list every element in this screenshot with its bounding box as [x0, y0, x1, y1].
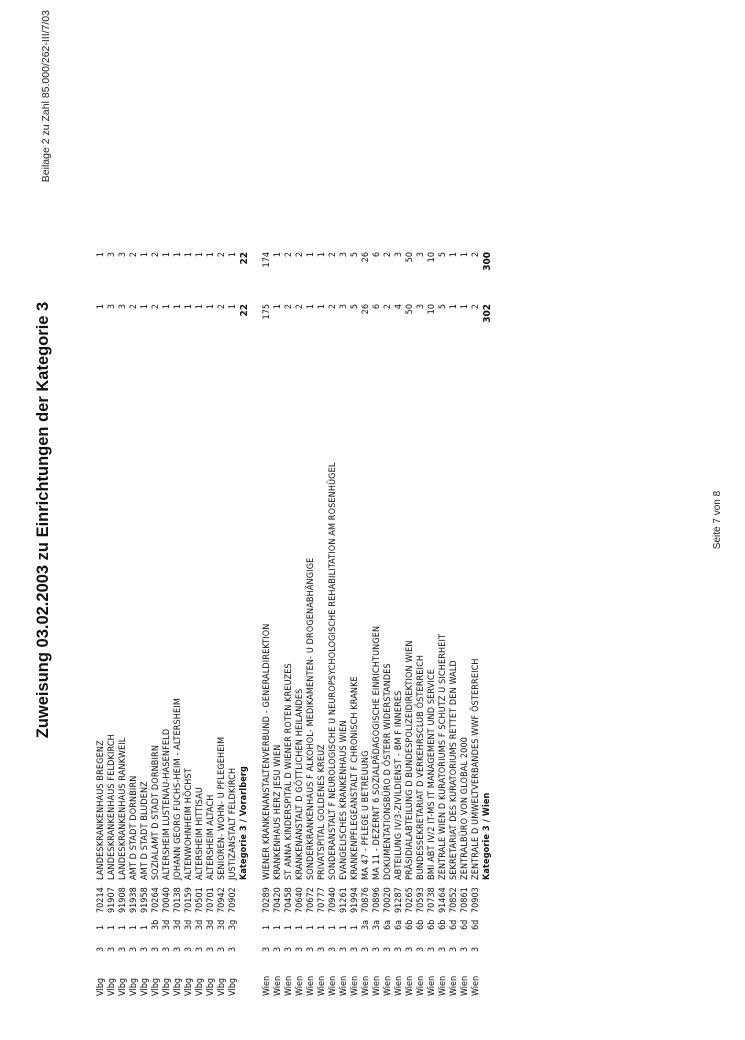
code-cell: 70020 [383, 887, 393, 913]
land-cell: Wien [350, 975, 360, 996]
subcategory-cell: 3d [206, 919, 216, 930]
land-cell: Wien [449, 975, 459, 996]
category-cell: 3 [306, 946, 316, 952]
subcategory-cell: 3d [184, 919, 194, 930]
table-row [195, 0, 206, 1040]
code-cell: 70501 [195, 887, 205, 913]
code-cell: 70896 [372, 887, 382, 913]
category-cell: 3 [206, 946, 216, 952]
subcategory-cell: 6b [438, 919, 448, 930]
count-a-cell: 2 [295, 304, 305, 310]
institution-name-cell: SENIOREN- WOHN- U PFLEGEHEIM [217, 736, 227, 880]
institution-name-cell: ALTENWOHNHEIM HÖCHST [184, 768, 194, 880]
institution-name-cell: SEKRETARIAT DES KURATORIUMS RETTET DEN WALD [449, 660, 459, 880]
subcategory-cell: 3b [151, 919, 161, 930]
code-cell: 70159 [184, 887, 194, 913]
subcategory-cell: 1 [262, 924, 272, 930]
table-row [262, 0, 273, 1040]
code-cell: 70289 [262, 887, 272, 913]
code-cell: 70640 [295, 887, 305, 913]
count-a-cell: 2 [383, 304, 393, 310]
subcategory-cell: 1 [107, 924, 117, 930]
institution-name-cell: MA 11 - DEZERNT 6 SOZIALPÄDAGOGISCHE EINRICHTUNGEN [372, 625, 382, 880]
count-b-cell: 3 [394, 252, 404, 258]
attachment-reference: Beilage 2 zu Zahl 85.000/262-III/7/03 [40, 10, 52, 183]
institution-name-cell: ST ANNA KINDERSPITAL D WIENER ROTEN KREUZES [284, 663, 294, 880]
table-row [427, 0, 438, 1040]
total-a: 302 [482, 304, 493, 323]
table-row [471, 0, 482, 1040]
subcategory-cell: 3d [173, 919, 183, 930]
page-title: Zuweisung 03.02.2003 zu Einrichtungen der Kategorie 3 [34, 301, 52, 739]
count-b-cell: 2 [295, 252, 305, 258]
table-row [328, 0, 339, 1040]
count-a-cell: 26 [361, 304, 371, 315]
subcategory-cell: 3d [217, 919, 227, 930]
subcategory-cell: 3d [162, 919, 172, 930]
table-row [107, 0, 118, 1040]
count-b-cell: 1 [184, 252, 194, 258]
section-wien [262, 0, 493, 1040]
total-b: 22 [239, 252, 250, 265]
count-a-cell: 1 [206, 304, 216, 310]
count-a-cell: 2 [151, 304, 161, 310]
institution-name-cell: LANDESKRANKENHAUS BREGENZ [96, 740, 106, 880]
institution-name-cell: ZENTRALE WIEN D KURATORIUMS F SCHUTZ U SICHERHEIT [438, 633, 448, 880]
table-row [306, 0, 317, 1040]
total-b: 300 [482, 252, 493, 271]
code-cell: 70861 [460, 887, 470, 913]
count-b-cell: 5 [438, 252, 448, 258]
code-cell: 70420 [273, 887, 283, 913]
institution-name-cell: ZENTRALE D UMWELTVERBANDES WWF ÖSTERREICH [471, 658, 481, 880]
count-a-cell: 1 [317, 304, 327, 310]
subcategory-cell: 1 [96, 924, 106, 930]
subcategory-cell: 6a [383, 919, 393, 930]
count-a-cell: 3 [416, 304, 426, 310]
count-b-cell: 2 [284, 252, 294, 258]
land-cell: Wien [427, 975, 437, 996]
count-a-cell: 3 [339, 304, 349, 310]
code-cell: 70214 [96, 887, 106, 913]
table-row [394, 0, 405, 1040]
code-cell: 91261 [339, 887, 349, 913]
total-a: 22 [239, 304, 250, 317]
count-a-cell: 2 [129, 304, 139, 310]
table-row [383, 0, 394, 1040]
category-cell: 3 [129, 946, 139, 952]
institution-name-cell: ALTERSHEIM HITTISAU [195, 787, 205, 880]
institution-name-cell: ALTERSHEIM LUSTENAU-HASENFELD [162, 728, 172, 880]
count-a-cell: 1 [173, 304, 183, 310]
count-b-cell: 2 [383, 252, 393, 258]
land-cell: Wien [460, 975, 470, 996]
count-a-cell: 1 [96, 304, 106, 310]
count-b-cell: 3 [339, 252, 349, 258]
land-cell: Vlbg [195, 977, 205, 996]
category-cell: 3 [416, 946, 426, 952]
code-cell: 70940 [328, 887, 338, 913]
land-cell: Wien [361, 975, 371, 996]
land-cell: Wien [295, 975, 305, 996]
institution-name-cell: KRANKENPFLEGEANSTALT F CHRONISCH KRANKE [350, 676, 360, 880]
land-cell: Vlbg [96, 977, 106, 996]
subcategory-cell: 6d [449, 919, 459, 930]
category-cell: 3 [449, 946, 459, 952]
institution-name-cell: SONDERANSTALT F NEUROLOGISCHE U NEUROPSYCHOLOGISCHE REHABILITATION AM ROSENHÜGEL [328, 462, 338, 880]
count-a-cell: 1 [449, 304, 459, 310]
category-cell: 3 [195, 946, 205, 952]
land-cell: Wien [416, 975, 426, 996]
table-row [129, 0, 140, 1040]
count-a-cell: 1 [184, 304, 194, 310]
table-row [162, 0, 173, 1040]
count-b-cell: 2 [129, 252, 139, 258]
category-cell: 3 [228, 946, 238, 952]
table-row [350, 0, 361, 1040]
subcategory-cell: 1 [328, 924, 338, 930]
subcategory-cell: 6b [427, 919, 437, 930]
subcategory-cell: 1 [140, 924, 150, 930]
category-cell: 3 [438, 946, 448, 952]
subcategory-cell: 3g [228, 919, 238, 930]
land-cell: Wien [394, 975, 404, 996]
count-b-cell: 2 [217, 252, 227, 258]
subcategory-cell: 3d [195, 919, 205, 930]
count-b-cell: 1 [162, 252, 172, 258]
subcategory-cell: 6d [471, 919, 481, 930]
table-row [295, 0, 306, 1040]
count-a-cell: 2 [328, 304, 338, 310]
category-cell: 3 [107, 946, 117, 952]
subcategory-cell: 1 [118, 924, 128, 930]
category-cell: 3 [262, 946, 272, 952]
page-footer: Seite 7 von 8 [712, 490, 723, 550]
subcategory-cell: 1 [284, 924, 294, 930]
subcategory-cell: 1 [339, 924, 349, 930]
table-row [405, 0, 416, 1040]
count-b-cell: 1 [173, 252, 183, 258]
table-row [140, 0, 151, 1040]
category-cell: 3 [162, 946, 172, 952]
institution-name-cell: LANDESKRANKENHAUS FELDKIRCH [107, 734, 117, 880]
total-row [482, 0, 493, 1040]
count-b-cell: 1 [306, 252, 316, 258]
land-cell: Wien [306, 975, 316, 996]
institution-name-cell: ZENTRALBÜRO VON GLOBAL 2000 [460, 736, 470, 880]
code-cell: 70701 [206, 887, 216, 913]
category-cell: 3 [217, 946, 227, 952]
category-cell: 3 [350, 946, 360, 952]
count-b-cell: 174 [262, 252, 272, 268]
count-a-cell: 1 [306, 304, 316, 310]
code-cell: 91938 [129, 887, 139, 913]
code-cell: 70265 [405, 887, 415, 913]
count-a-cell: 1 [195, 304, 205, 310]
count-b-cell: 50 [405, 252, 415, 263]
count-b-cell: 1 [460, 252, 470, 258]
count-b-cell: 5 [350, 252, 360, 258]
table-row [96, 0, 107, 1040]
subcategory-cell: 1 [295, 924, 305, 930]
count-a-cell: 5 [350, 304, 360, 310]
code-cell: 91958 [140, 887, 150, 913]
category-cell: 3 [328, 946, 338, 952]
count-a-cell: 2 [471, 304, 481, 310]
count-a-cell: 175 [262, 304, 272, 320]
land-cell: Wien [262, 975, 272, 996]
land-cell: Wien [317, 975, 327, 996]
table-row [151, 0, 162, 1040]
category-cell: 3 [151, 946, 161, 952]
count-b-cell: 10 [427, 252, 437, 263]
subcategory-cell: 3a [372, 919, 382, 930]
code-cell: 70777 [317, 887, 327, 913]
category-cell: 3 [184, 946, 194, 952]
institution-name-cell: AMT D STADT DORNBIRN [129, 775, 139, 880]
table-row [449, 0, 460, 1040]
count-b-cell: 6 [372, 252, 382, 258]
count-b-cell: 3 [118, 252, 128, 258]
code-cell: 70040 [162, 887, 172, 913]
code-cell: 70593 [416, 887, 426, 913]
table-row [317, 0, 328, 1040]
table-row [460, 0, 471, 1040]
category-cell: 3 [394, 946, 404, 952]
land-cell: Vlbg [151, 977, 161, 996]
institution-name-cell: WIENER KRANKENANSTALTENVERBUND - GENERALDIREKTION [262, 623, 272, 880]
count-b-cell: 1 [273, 252, 283, 258]
category-cell: 3 [460, 946, 470, 952]
category-cell: 3 [140, 946, 150, 952]
count-a-cell: 1 [460, 304, 470, 310]
subcategory-cell: 6b [405, 919, 415, 930]
land-cell: Vlbg [107, 977, 117, 996]
table-row [438, 0, 449, 1040]
total-row [239, 0, 250, 1040]
code-cell: 70876 [361, 887, 371, 913]
land-cell: Vlbg [228, 977, 238, 996]
code-cell: 70264 [151, 887, 161, 913]
total-label: Kategorie 3 / Vorarlberg [239, 765, 249, 880]
institution-name-cell: SOZIALAMT D STADT DORNBIRN [151, 744, 161, 880]
institution-name-cell: ALTERSHEIM ALTACH [206, 794, 216, 880]
institution-name-cell: ABTEILUNG IV/3-ZIVILDIENST - BM F INNERES [394, 690, 404, 880]
institution-name-cell: JUSTIZANSTALT FELDKIRCH [228, 767, 238, 880]
count-b-cell: 3 [107, 252, 117, 258]
subcategory-cell: 1 [273, 924, 283, 930]
count-b-cell: 1 [228, 252, 238, 258]
land-cell: Wien [273, 975, 283, 996]
count-a-cell: 2 [284, 304, 294, 310]
count-a-cell: 1 [273, 304, 283, 310]
category-cell: 3 [118, 946, 128, 952]
count-a-cell: 2 [217, 304, 227, 310]
total-label: Kategorie 3 / Wien [482, 792, 492, 880]
subcategory-cell: 6a [394, 919, 404, 930]
code-cell: 91994 [350, 887, 360, 913]
land-cell: Wien [438, 975, 448, 996]
count-b-cell: 1 [206, 252, 216, 258]
count-a-cell: 10 [427, 304, 437, 315]
institution-name-cell: AMT D STADT BLUDENZ [140, 781, 150, 880]
count-a-cell: 4 [394, 304, 404, 310]
table-row [206, 0, 217, 1040]
count-a-cell: 1 [228, 304, 238, 310]
count-b-cell: 1 [195, 252, 205, 258]
category-cell: 3 [317, 946, 327, 952]
category-cell: 3 [96, 946, 106, 952]
category-cell: 3 [295, 946, 305, 952]
code-cell: 91464 [438, 887, 448, 913]
land-cell: Vlbg [206, 977, 216, 996]
land-cell: Vlbg [184, 977, 194, 996]
land-cell: Wien [339, 975, 349, 996]
land-cell: Wien [405, 975, 415, 996]
count-b-cell: 2 [471, 252, 481, 258]
subcategory-cell: 6b [416, 919, 426, 930]
institution-name-cell: PRÄSIDIALABTEILUNG D BUNDESPOLIZEIDIREKTION WIEN [405, 640, 415, 880]
table-row [273, 0, 284, 1040]
subcategory-cell: 1 [350, 924, 360, 930]
category-cell: 3 [273, 946, 283, 952]
table-row [361, 0, 372, 1040]
count-b-cell: 1 [317, 252, 327, 258]
count-a-cell: 3 [118, 304, 128, 310]
land-cell: Vlbg [162, 977, 172, 996]
institution-name-cell: EVANGELISCHES KRANKENHAUS WIEN [339, 720, 349, 880]
code-cell: 91287 [394, 887, 404, 913]
table-row [184, 0, 195, 1040]
institution-name-cell: MA 47 - PFLEGE U BETREUUNG [361, 750, 371, 880]
category-cell: 3 [471, 946, 481, 952]
category-cell: 3 [173, 946, 183, 952]
institution-name-cell: SONDERKRANKENHAUS F ALKOHOL- MEDIKAMENTEN- U DROGENABHÄNGIGE [306, 557, 316, 880]
table-row [228, 0, 239, 1040]
category-cell: 3 [361, 946, 371, 952]
land-cell: Vlbg [118, 977, 128, 996]
land-cell: Wien [372, 975, 382, 996]
table-row [372, 0, 383, 1040]
institution-name-cell: LANDESKRANKENHAUS RANKWEIL [118, 737, 128, 880]
table-row [118, 0, 129, 1040]
count-b-cell: 1 [140, 252, 150, 258]
subcategory-cell: 3a [361, 919, 371, 930]
category-cell: 3 [372, 946, 382, 952]
category-cell: 3 [284, 946, 294, 952]
table-row [217, 0, 228, 1040]
table-row [416, 0, 427, 1040]
category-cell: 3 [339, 946, 349, 952]
code-cell: 70852 [449, 887, 459, 913]
table-row [173, 0, 184, 1040]
subcategory-cell: 1 [317, 924, 327, 930]
land-cell: Wien [284, 975, 294, 996]
count-b-cell: 1 [449, 252, 459, 258]
institution-name-cell: BUNDESSEKRETARIAT D VERKEHRSCLUB ÖSTERREICH [416, 654, 426, 880]
count-b-cell: 1 [96, 252, 106, 258]
code-cell: 70902 [228, 887, 238, 913]
subcategory-cell: 1 [306, 924, 316, 930]
code-cell: 70738 [427, 887, 437, 913]
land-cell: Wien [328, 975, 338, 996]
category-cell: 3 [383, 946, 393, 952]
count-b-cell: 2 [151, 252, 161, 258]
count-a-cell: 1 [140, 304, 150, 310]
institution-name-cell: PRIVATSPITAL GOLDENES KREUZ [317, 744, 327, 880]
table-row [339, 0, 350, 1040]
land-cell: Vlbg [217, 977, 227, 996]
code-cell: 70903 [471, 887, 481, 913]
land-cell: Wien [383, 975, 393, 996]
category-cell: 3 [427, 946, 437, 952]
code-cell: 70672 [306, 887, 316, 913]
count-a-cell: 6 [372, 304, 382, 310]
code-cell: 91907 [107, 887, 117, 913]
section-vorarlberg [96, 0, 250, 1040]
institution-name-cell: KRANKENHAUS HERZ JESU WIEN [273, 744, 283, 880]
count-a-cell: 50 [405, 304, 415, 315]
count-b-cell: 3 [416, 252, 426, 258]
institution-name-cell: BMI ABT IV/2 IT-MS IT MANAGEMENT UND SERVICE [427, 668, 437, 880]
institution-name-cell: DOKUMENTATIONSBÜRO D ÖSTERR WIDERSTANDES [383, 663, 393, 880]
subcategory-cell: 6d [460, 919, 470, 930]
code-cell: 70138 [173, 887, 183, 913]
land-cell: Vlbg [140, 977, 150, 996]
institution-name-cell: JOHANN GEORG FUCHS-HEIM - ALTERSHEIM [173, 698, 183, 880]
table-row [284, 0, 295, 1040]
count-a-cell: 5 [438, 304, 448, 310]
land-cell: Vlbg [173, 977, 183, 996]
count-a-cell: 1 [162, 304, 172, 310]
category-cell: 3 [405, 946, 415, 952]
code-cell: 70942 [217, 887, 227, 913]
land-cell: Vlbg [129, 977, 139, 996]
land-cell: Wien [471, 975, 481, 996]
count-a-cell: 3 [107, 304, 117, 310]
code-cell: 70458 [284, 887, 294, 913]
institution-name-cell: KRANKENANSTALT D GÖTTLICHEN HEILANDES [295, 688, 305, 880]
subcategory-cell: 1 [129, 924, 139, 930]
count-b-cell: 2 [328, 252, 338, 258]
code-cell: 91908 [118, 887, 128, 913]
count-b-cell: 26 [361, 252, 371, 263]
